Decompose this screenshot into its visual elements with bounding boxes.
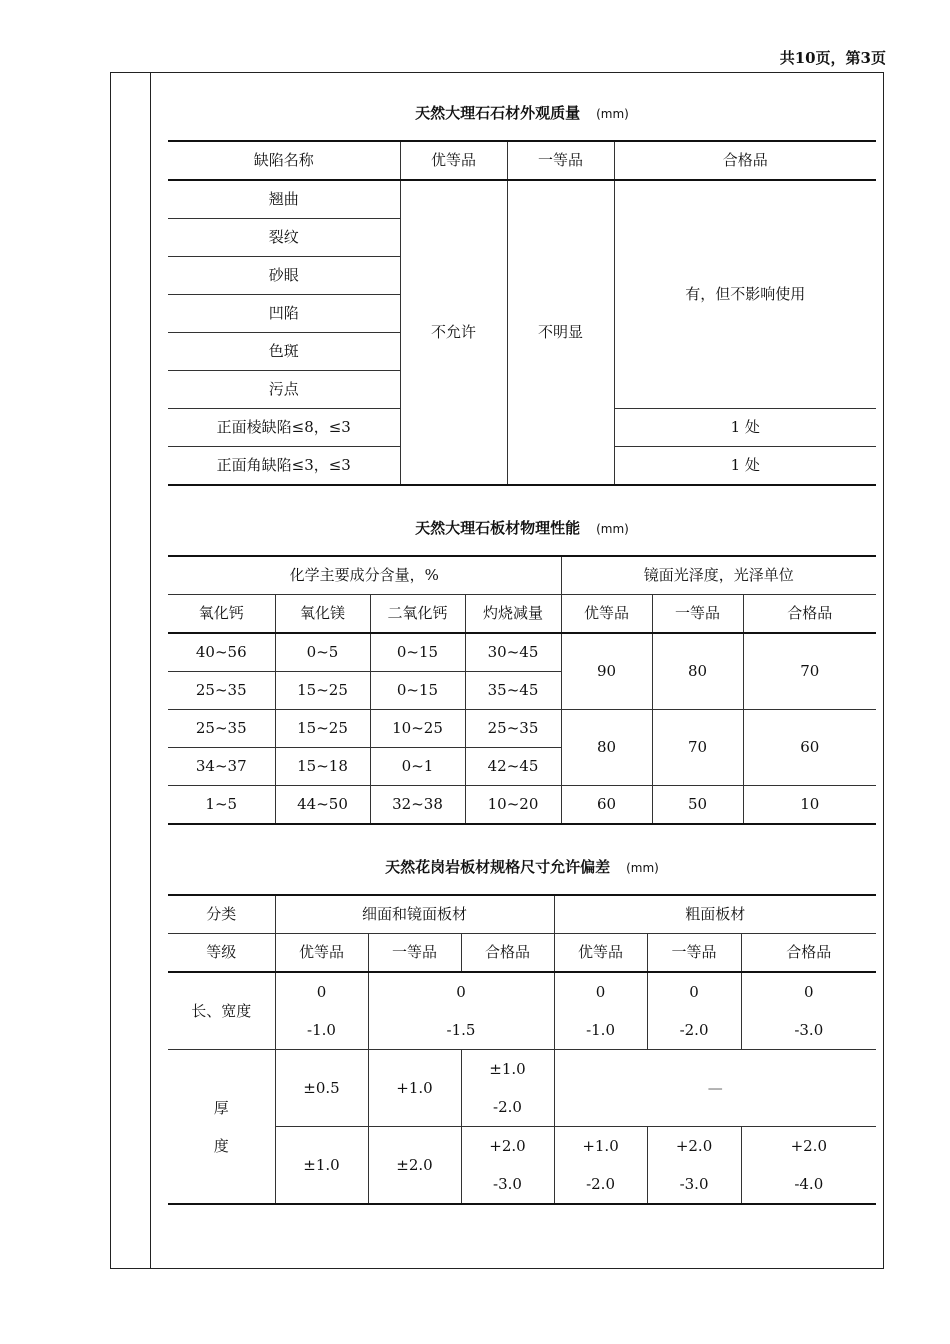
table-cell: 15~25 — [275, 710, 370, 748]
gloss-cell: 90 — [561, 633, 652, 710]
page-number: 共10页，第3页 — [779, 49, 886, 67]
table-cell: 0~1 — [370, 748, 465, 786]
marble-physical-table — [168, 555, 876, 825]
table-cell: 42~45 — [465, 748, 561, 786]
defect-cell: 裂纹 — [168, 219, 400, 257]
header-magnesium-oxide: 氧化镁 — [275, 595, 370, 634]
header-grade: 等级 — [168, 934, 275, 973]
gloss-cell: 60 — [561, 786, 652, 825]
qualified-main-value: 有，但不影响使用 — [614, 180, 876, 409]
lower-value: -3.0 — [794, 1021, 824, 1039]
upper-value: 0 — [804, 983, 814, 1001]
upper-value: 0 — [316, 983, 327, 1001]
lower-value: -2.0 — [493, 1098, 522, 1116]
thickness-cell — [741, 1127, 876, 1205]
upper-value: ±1.0 — [489, 1060, 526, 1078]
table-cell: 44~50 — [275, 786, 370, 825]
header-qualified: 合格品 — [743, 595, 876, 634]
table-cell: 0~15 — [370, 633, 465, 672]
length-cell — [275, 972, 368, 1050]
upper-value: 0 — [456, 983, 466, 1001]
length-cell — [554, 972, 647, 1050]
header-fine-mirror: 细面和镜面板材 — [275, 895, 554, 934]
defect-cell: 色斑 — [168, 333, 400, 371]
chemical-group-header: 化学主要成分含量，% — [168, 556, 561, 595]
header-first-class: 一等品 — [507, 141, 614, 180]
upper-value: +2.0 — [790, 1137, 827, 1155]
table-cell: 0~15 — [370, 672, 465, 710]
defect-cell: 凹陷 — [168, 295, 400, 333]
not-applicable-dash: — — [554, 1050, 876, 1127]
table-cell: 10~25 — [370, 710, 465, 748]
table-cell: 25~35 — [168, 710, 275, 748]
grade-cell: 优等品 — [275, 934, 368, 973]
length-cell — [741, 972, 876, 1050]
header-premium: 优等品 — [561, 595, 652, 634]
thickness-cell: ±1.0 — [275, 1127, 368, 1205]
frame-margin-line — [150, 72, 151, 1269]
gloss-cell: 80 — [652, 633, 743, 710]
upper-value: +1.0 — [582, 1137, 619, 1155]
upper-value: 0 — [595, 983, 606, 1001]
gloss-cell: 60 — [743, 710, 876, 786]
length-cell — [368, 972, 554, 1050]
thickness-cell — [647, 1127, 741, 1205]
qualified-corner-value: 1 处 — [614, 447, 876, 486]
gloss-cell: 70 — [652, 710, 743, 786]
thickness-cell: ±0.5 — [275, 1050, 368, 1127]
granite-tolerance-section — [168, 857, 876, 1205]
table1-title-text: 天然大理石石材外观质量 — [415, 104, 581, 122]
header-defect-name: 缺陷名称 — [168, 141, 400, 180]
thickness-cell — [461, 1127, 554, 1205]
first-class-value: 不明显 — [507, 180, 614, 485]
lower-value: -3.0 — [679, 1175, 709, 1193]
thickness-label-char-2: 度 — [213, 1136, 229, 1155]
gloss-cell: 70 — [743, 633, 876, 710]
header-qualified: 合格品 — [614, 141, 876, 180]
gloss-group-header: 镜面光泽度，光泽单位 — [561, 556, 876, 595]
gloss-cell: 80 — [561, 710, 652, 786]
thickness-cell: +1.0 — [368, 1050, 461, 1127]
table1-title — [168, 103, 876, 123]
gloss-cell: 50 — [652, 786, 743, 825]
thickness-cell — [554, 1127, 647, 1205]
marble-appearance-table — [168, 140, 876, 486]
lower-value: -1.0 — [307, 1021, 336, 1039]
table2-unit: (mm) — [596, 522, 629, 536]
table-cell: 32~38 — [370, 786, 465, 825]
grade-cell: 一等品 — [368, 934, 461, 973]
table-cell: 25~35 — [465, 710, 561, 748]
qualified-edge-value: 1 处 — [614, 409, 876, 447]
grade-cell: 一等品 — [647, 934, 741, 973]
table-cell: 10~20 — [465, 786, 561, 825]
header-silicon-dioxide: 二氧化钙 — [370, 595, 465, 634]
table-cell: 30~45 — [465, 633, 561, 672]
premium-value: 不允许 — [400, 180, 507, 485]
grade-cell: 合格品 — [461, 934, 554, 973]
table-cell: 34~37 — [168, 748, 275, 786]
header-calcium-oxide: 氧化钙 — [168, 595, 275, 634]
table2-title — [168, 518, 876, 538]
gloss-cell: 10 — [743, 786, 876, 825]
table3-title — [168, 857, 876, 877]
defect-cell: 污点 — [168, 371, 400, 409]
grade-cell: 优等品 — [554, 934, 647, 973]
grade-cell: 合格品 — [741, 934, 876, 973]
marble-physical-section — [168, 518, 876, 825]
defect-cell: 正面棱缺陷≤8，≤3 — [168, 409, 400, 447]
thickness-label-char-1: 厚 — [213, 1098, 229, 1117]
upper-value: +2.0 — [675, 1137, 713, 1155]
length-cell — [647, 972, 741, 1050]
header-premium: 优等品 — [400, 141, 507, 180]
header-rough: 粗面板材 — [554, 895, 876, 934]
table-cell: 0~5 — [275, 633, 370, 672]
thickness-cell: ±2.0 — [368, 1127, 461, 1205]
table1-unit: (mm) — [596, 107, 629, 121]
lower-value: -2.0 — [679, 1021, 709, 1039]
table2-title-text: 天然大理石板材物理性能 — [415, 519, 581, 537]
table-cell: 40~56 — [168, 633, 275, 672]
marble-appearance-section — [168, 103, 876, 486]
table3-unit: (mm) — [626, 861, 659, 875]
lower-value: -1.5 — [446, 1021, 476, 1039]
thickness-cell — [461, 1050, 554, 1127]
upper-value: +2.0 — [489, 1137, 526, 1155]
table-cell: 1~5 — [168, 786, 275, 825]
table-cell: 15~18 — [275, 748, 370, 786]
defect-cell: 翘曲 — [168, 180, 400, 219]
table3-title-text: 天然花岗岩板材规格尺寸允许偏差 — [385, 858, 611, 876]
lower-value: -2.0 — [586, 1175, 615, 1193]
header-loss-on-ignition: 灼烧减量 — [465, 595, 561, 634]
upper-value: 0 — [689, 983, 699, 1001]
lower-value: -1.0 — [586, 1021, 615, 1039]
thickness-label — [168, 1050, 275, 1205]
table-cell: 15~25 — [275, 672, 370, 710]
lower-value: -4.0 — [794, 1175, 824, 1193]
header-first-class: 一等品 — [652, 595, 743, 634]
lower-value: -3.0 — [493, 1175, 522, 1193]
table-cell: 35~45 — [465, 672, 561, 710]
table-cell: 25~35 — [168, 672, 275, 710]
defect-cell: 正面角缺陷≤3，≤3 — [168, 447, 400, 486]
granite-tolerance-table — [168, 894, 876, 1205]
defect-cell: 砂眼 — [168, 257, 400, 295]
length-width-label: 长、宽度 — [168, 972, 275, 1050]
header-category: 分类 — [168, 895, 275, 934]
